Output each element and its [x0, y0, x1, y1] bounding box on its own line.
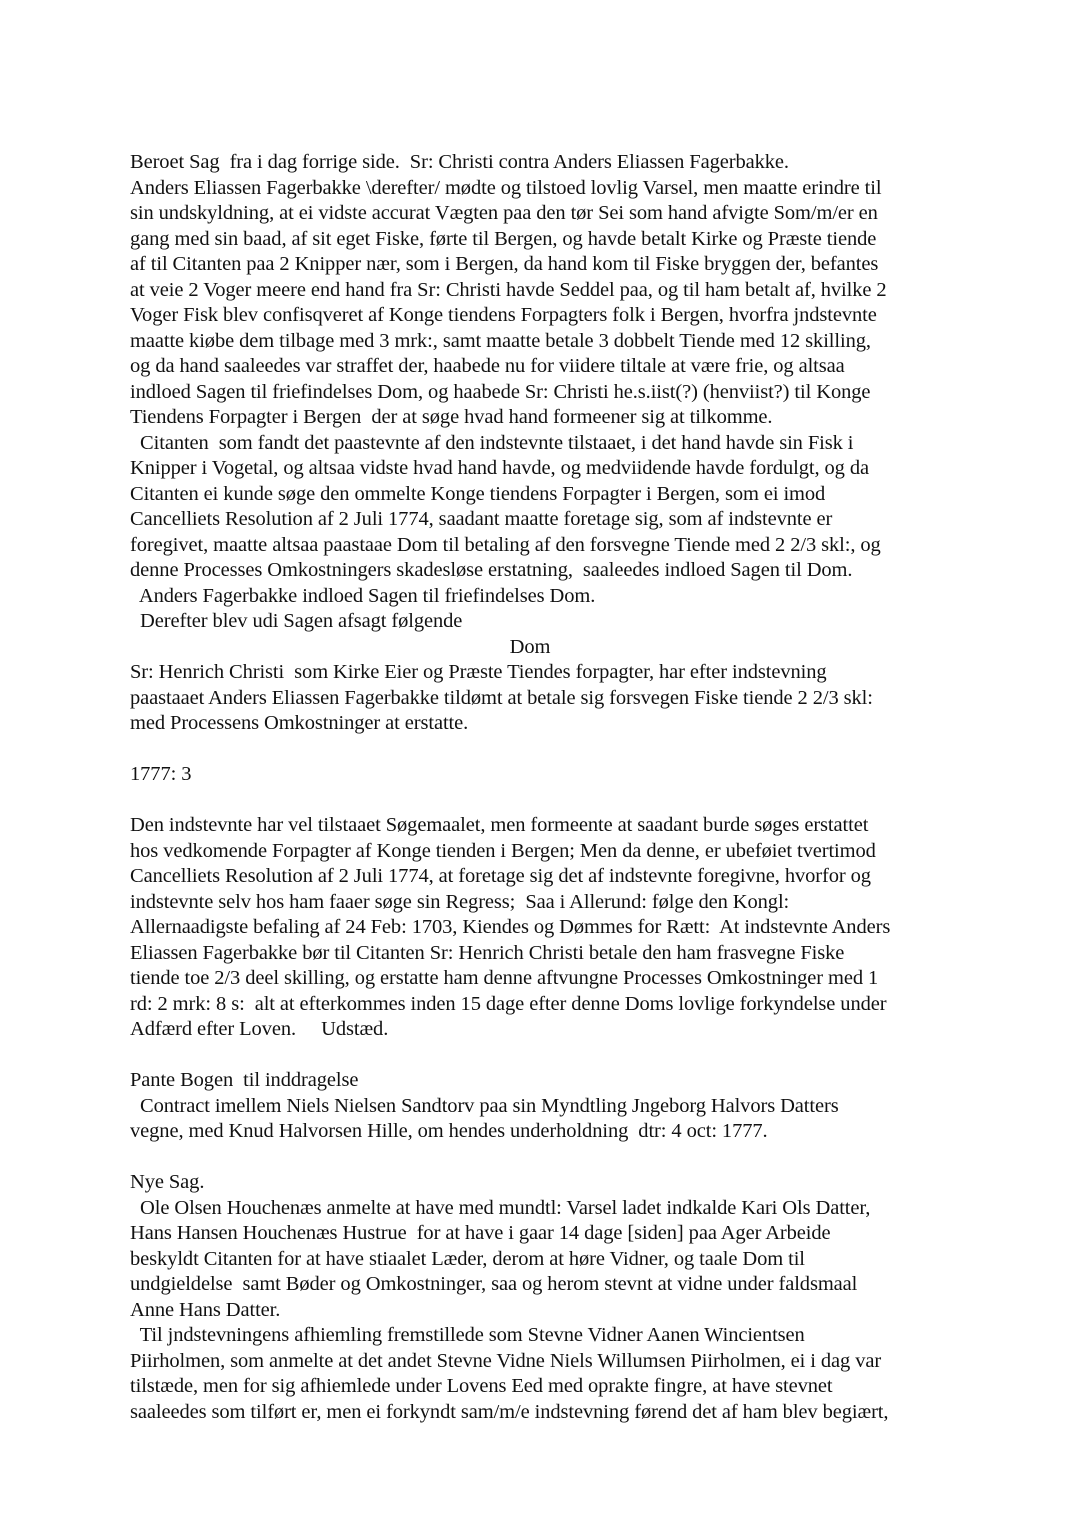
- text-line: Eliassen Fagerbakke bør til Citanten Sr: Henrich Christi betale den ham frasvegne Fiske: [130, 941, 845, 964]
- text-line: paastaaet Anders Eliassen Fagerbakke tildømt at betale sig forsvegen Fiske tiende 2 2/3 skl:: [130, 686, 873, 709]
- text-line: 1777: 3: [130, 763, 192, 785]
- text-line: Piirholmen, som anmelte at det andet Stevne Vidne Niels Willumsen Piirholmen, ei i dag var: [130, 1349, 882, 1372]
- text-line: Pante Bogen til inddragelse: [130, 1069, 359, 1091]
- blank-line: [130, 1043, 960, 1069]
- text-line: af til Citanten paa 2 Knipper nær, som i Bergen, da hand kom til Fiske bryggen der, befantes: [130, 253, 879, 275]
- text-line: gang med sin baad, af sit eget Fiske, førte til Bergen, og havde betalt Kirke og Præste tiende: [130, 227, 877, 250]
- text-line: Contract imellem Niels Nielsen Sandtorv paa sin Myndtling Jngeborg Halvors Datters: [130, 1094, 839, 1117]
- text-line: tilstæde, men for sig afhiemlede under Lovens Eed med oprakte fingre, at have stevnet: [130, 1375, 833, 1397]
- text-line: Til jndstevningens afhiemling fremstillede som Stevne Vidner Aanen Wincientsen: [130, 1324, 805, 1346]
- text-line: rd: 2 mrk: 8 s: alt at efterkommes inden 15 dage efter denne Doms lovlige forkyndelse under: [130, 992, 887, 1015]
- text-line: tiende toe 2/3 deel skilling, og erstatte ham denne aftvungne Processes Omkostninger med 1: [130, 967, 879, 989]
- text-line: Tiendens Forpagter i Bergen der at søge hvad hand formeener sig at tilkomme.: [130, 406, 773, 428]
- document-page: [130, 150, 960, 1425]
- text-line: denne Processes Omkostningers skadesløse erstatning, saaleedes indloed Sagen til Dom.: [130, 559, 853, 581]
- text-line: maatte kiøbe dem tilbage med 3 mrk:, samt maatte betale 3 dobbelt Tiende med 12 skilling,: [130, 329, 871, 352]
- blank-line: [130, 737, 960, 763]
- text-line: med Processens Omkostninger at erstatte.: [130, 712, 469, 734]
- text-line: Nye Sag.: [130, 1171, 205, 1193]
- text-line: Anders Eliassen Fagerbakke \derefter/ mødte og tilstoed lovlig Varsel, men maatte erindre til: [130, 176, 882, 199]
- text-line: Voger Fisk blev confisqveret af Konge tiendens Forpagters folk i Bergen, hvorfra jndstevnte: [130, 304, 877, 326]
- text-line: Sr: Henrich Christi som Kirke Eier og Præste Tiendes forpagter, har efter indstevning: [130, 661, 827, 683]
- text-line: hos vedkomende Forpagter af Konge tienden i Bergen; Men da denne, er ubeføiet tvertimod: [130, 839, 876, 862]
- text-line: indloed Sagen til friefindelses Dom, og haabede Sr: Christi he.s.iist(?) (henviist?) til Konge: [130, 380, 871, 403]
- text-line: at veie 2 Voger meere end hand fra Sr: Christi havde Seddel paa, og til ham betalt af, hvilke 2: [130, 278, 887, 301]
- blank-line: [130, 1145, 960, 1171]
- text-line: Anders Fagerbakke indloed Sagen til friefindelses Dom.: [130, 584, 596, 607]
- text-line: Citanten ei kunde søge den ommelte Konge tiendens Forpagter i Bergen, som ei imod: [130, 482, 826, 505]
- text-line: Anne Hans Datter.: [130, 1298, 281, 1321]
- text-line: Den indstevnte har vel tilstaaet Søgemaalet, men formeente at saadant burde søges erstattet: [130, 814, 869, 836]
- text-line: foregivet, maatte altsaa paastaae Dom til betaling af den forsvegne Tiende med 2 2/3 skl:, og: [130, 533, 881, 556]
- text-line: sin undskyldning, at ei vidste accurat Vægten paa den tør Sei som hand afvigte Som/m/er en: [130, 202, 878, 224]
- section-heading: Dom: [509, 635, 551, 658]
- text-line: Citanten som fandt det paastevnte af den indstevnte tilstaaet, i det hand havde sin Fisk i: [130, 431, 854, 454]
- text-line: Cancelliets Resolution af 2 Juli 1774, at foretage sig det af indstevnte foregivne, hvorfor og: [130, 865, 871, 887]
- text-line: og da hand saaleedes var straffet der, haabede nu for viidere tiltale at være frie, og altsaa: [130, 355, 845, 377]
- text-line: undgieldelse samt Bøder og Omkostninger, saa og herom stevnt at vidne under faldsmaal: [130, 1273, 858, 1295]
- blank-line: [130, 788, 960, 814]
- text-line: Hans Hansen Houchenæs Hustrue for at have i gaar 14 dage [siden] paa Ager Arbeide: [130, 1222, 831, 1244]
- text-line: beskyldt Citanten for at have stiaalet Læder, derom at høre Vidner, og taale Dom til: [130, 1247, 805, 1270]
- text-line: Ole Olsen Houchenæs anmelte at have med mundtl: Varsel ladet indkalde Kari Ols Datter,: [130, 1196, 871, 1219]
- text-line: Beroet Sag fra i dag forrige side. Sr: Christi contra Anders Eliassen Fagerbakke.: [130, 151, 789, 173]
- text-line: saaleedes som tilført er, men ei forkyndt sam/m/e indstevning førend det af ham blev begiært,: [130, 1400, 889, 1423]
- text-line: Derefter blev udi Sagen afsagt følgende: [130, 610, 463, 632]
- text-line: Cancelliets Resolution af 2 Juli 1774, saadant maatte foretage sig, som af indstevnte er: [130, 508, 833, 530]
- text-line: vegne, med Knud Halvorsen Hille, om hendes underholdning dtr: 4 oct: 1777.: [130, 1120, 768, 1142]
- text-line: indstevnte selv hos ham faaer søge sin Regress; Saa i Allerund: følge den Kongl:: [130, 890, 790, 913]
- text-line: Allernaadigste befaling af 24 Feb: 1703, Kiendes og Dømmes for Rætt: At indstevnte Anders: [130, 916, 891, 938]
- text-line: Adfærd efter Loven. Udstæd.: [130, 1018, 389, 1040]
- text-line: Knipper i Vogetal, og altsaa vidste hvad hand havde, og medviidende havde fordulgt, og da: [130, 457, 869, 479]
